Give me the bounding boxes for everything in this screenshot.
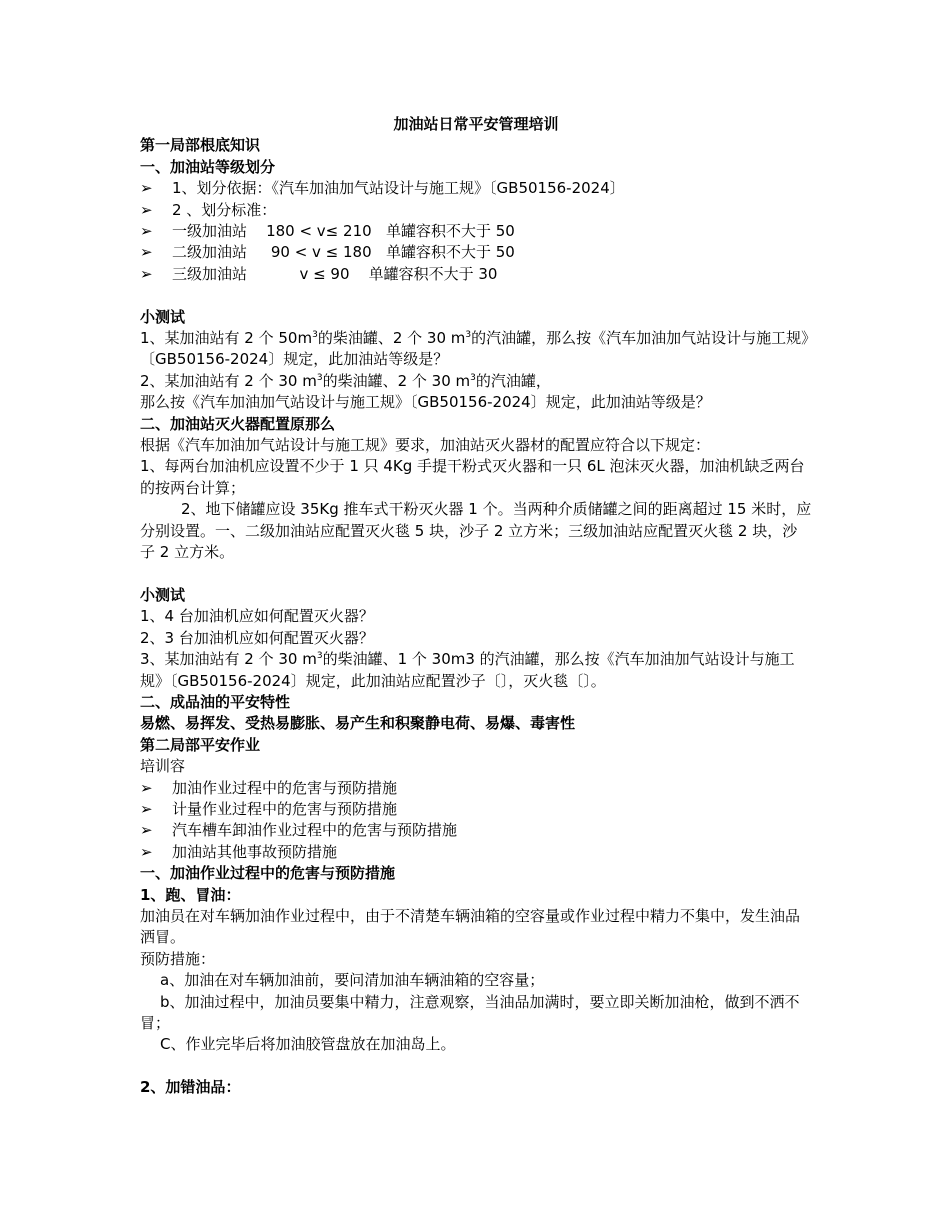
paragraph: 加油员在对车辆加油作业过程中，由于不清楚车辆油箱的空容量或作业过程中精力不集中，发生油品洒冒。 — [140, 907, 801, 947]
section-refuel-heading: 一、加油作业过程中的危害与预防措施 — [140, 864, 396, 883]
blank-line — [140, 285, 812, 306]
list-item: ➢ 计量作业过程中的危害与预防措施 — [140, 799, 812, 820]
paragraph: 1、每两台加油机应设置不少于 1 只 4Kg 手提干粉式灭火器和一只 6L 泡沫灭火器，加油机缺乏两台的按两台计算； — [140, 457, 805, 497]
measure-item: C、作业完毕后将加油胶管盘放在加油岛上。 — [160, 1035, 456, 1054]
quiz-question-cont: 那么按《汽车加油加气站设计与施工规》〔GB50156-2024〕规定，此加油站等级是？ — [140, 393, 711, 412]
list-item: ➢ 二级加油站 90 < v ≤ 180 单罐容积不大于 50 — [140, 242, 812, 263]
document-page — [140, 114, 812, 1099]
oil-properties: 易燃、易挥发、受热易膨胀、易产生和积聚静电荷、易爆、毒害性 — [140, 714, 576, 733]
quiz-heading: 小测试 — [140, 585, 186, 604]
quiz-question: 2、3 台加油机应如何配置灭火器？ — [140, 628, 374, 647]
quiz-question: 3、某加油站有 2 个 30 $m^3$的柴油罐、1 个 30m3 的汽油罐，那么按《汽车加油加气站设计与施工规》〔GB50156-2024〕规定，此加油站应配置沙子〔〕，灭火毯〔〕。 — [140, 650, 795, 690]
part1-heading: 第一局部根底知识 — [140, 136, 261, 155]
measure-item: a、加油在对车辆加油前，要问清加油车辆油箱的空容量； — [160, 971, 545, 990]
bullet-arrow-icon: ➢ — [140, 222, 153, 241]
bullet-arrow-icon: ➢ — [140, 799, 153, 818]
list-item: ➢ 2 、划分标准： — [140, 200, 812, 221]
list-item: ➢ 加油作业过程中的危害与预防措施 — [140, 778, 812, 799]
bullet-arrow-icon: ➢ — [140, 200, 153, 219]
blank-line — [140, 1056, 812, 1077]
superscript: 3 — [312, 330, 318, 341]
superscript: 3 — [465, 330, 472, 341]
superscript: 3 — [316, 372, 323, 383]
section-extinguisher-heading: 二、加油站灭火器配置原那么 — [140, 414, 336, 433]
paragraph: 根据《汽车加油加气站设计与施工规》要求，加油站灭火器材的配置应符合以下规定： — [140, 436, 711, 455]
list-item: ➢ 1、划分依据：《汽车加油加气站设计与施工规》〔GB50156-2024〕 — [140, 178, 812, 199]
section-oil-heading: 二、成品油的平安特性 — [140, 692, 291, 711]
blank-line — [140, 564, 812, 585]
list-item: ➢ 三级加油站 v ≤ 90 单罐容积不大于 30 — [140, 264, 812, 285]
paragraph: 2、地下储罐应设 35Kg 推车式干粉灭火器 1 个。当两种介质储罐之间的距离超过 15 米时，应分别设置。一、二级加油站应配置灭火毯 5 块，沙子 2 立方米；三级加油站应配置灭火毯 2 块，沙子 2 立方米。 — [140, 500, 812, 562]
quiz-question: 1、某加油站有 2 个 $50m^3$的柴油罐、2 个 30 $m^3$的汽油罐，那么按《汽车加油加气站设计与施工规》〔GB50156-2024〕规定，此加油站等级是？ — [140, 329, 809, 369]
list-item: ➢ 一级加油站 180 < v≤ 210 单罐容积不大于 50 — [140, 221, 812, 242]
bullet-arrow-icon: ➢ — [140, 778, 153, 797]
document-title: 加油站日常平安管理培训 — [393, 115, 559, 133]
bullet-arrow-icon: ➢ — [140, 264, 153, 283]
bullet-arrow-icon: ➢ — [140, 821, 153, 840]
bullet-arrow-icon: ➢ — [140, 179, 153, 198]
bullet-arrow-icon: ➢ — [140, 842, 153, 861]
superscript: 3 — [316, 651, 323, 662]
content-label: 培训容 — [140, 757, 186, 776]
part2-heading: 第二局部平安作业 — [140, 735, 261, 754]
quiz-question: 2、某加油站有 2 个 30 $m^3$的柴油罐、2 个 30 $m^3$的汽油罐， — [140, 371, 551, 390]
subsection-heading: 1、跑、冒油： — [140, 885, 241, 904]
subsection-heading: 2、加错油品： — [140, 1078, 241, 1097]
quiz-heading: 小测试 — [140, 307, 186, 326]
bullet-arrow-icon: ➢ — [140, 243, 153, 262]
list-item: ➢ 汽车槽车卸油作业过程中的危害与预防措施 — [140, 820, 812, 841]
list-item: ➢ 加油站其他事故预防措施 — [140, 842, 812, 863]
measures-label: 预防措施： — [140, 949, 216, 968]
superscript: 3 — [470, 372, 476, 383]
measure-item: b、加油过程中，加油员要集中精力，注意观察，当油品加满时，要立即关断加油枪，做到不洒不冒； — [140, 992, 800, 1033]
section-grade-heading: 一、加油站等级划分 — [140, 157, 276, 176]
quiz-question: 1、4 台加油机应如何配置灭火器？ — [140, 607, 374, 626]
